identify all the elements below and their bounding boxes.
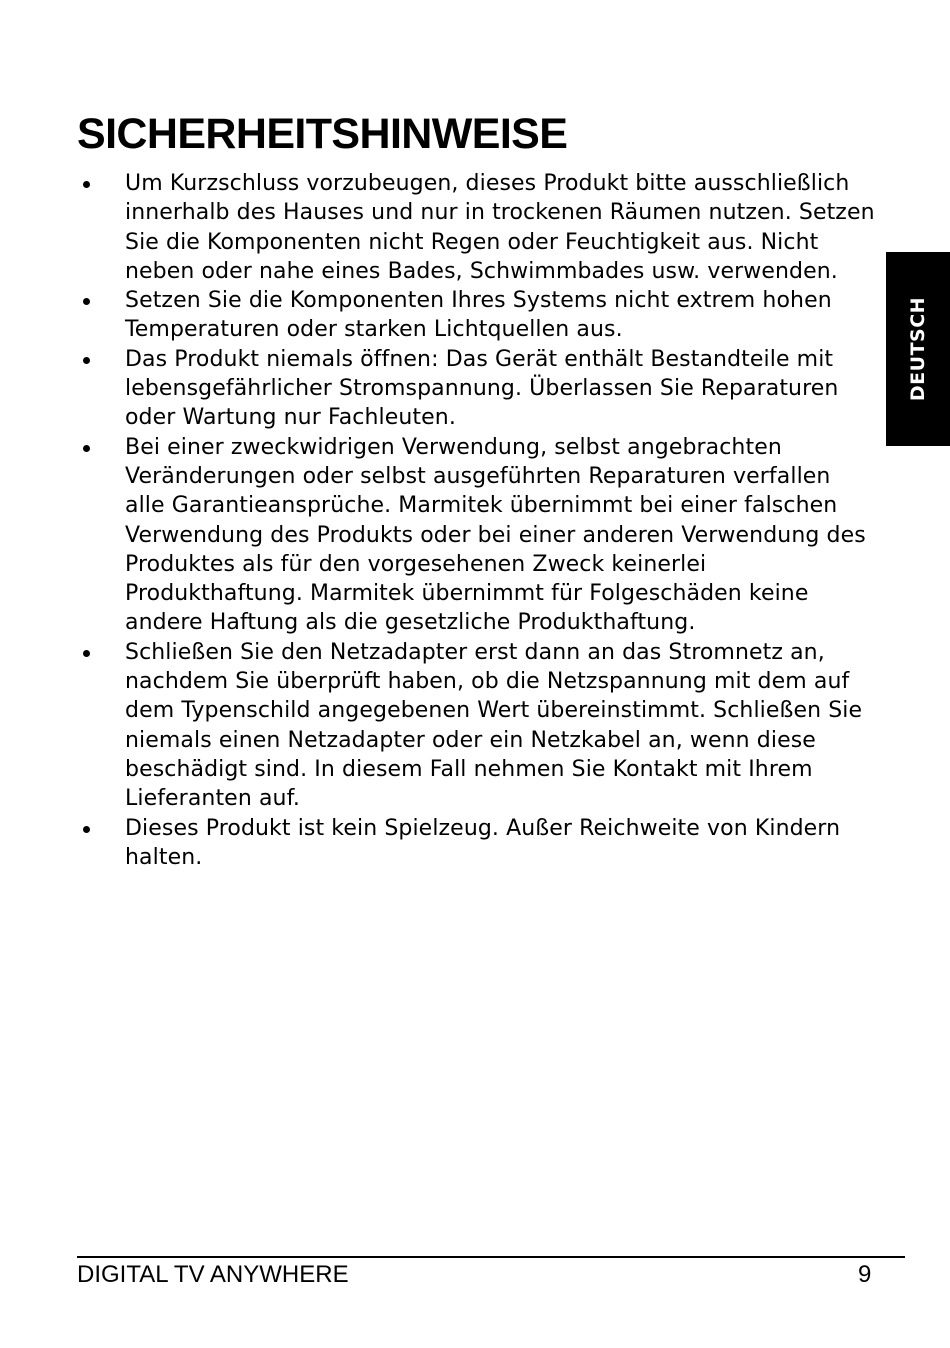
- page-title: SICHERHEITSHINWEISE: [77, 110, 568, 158]
- language-tab-label: DEUTSCH: [907, 296, 929, 402]
- list-item: Dieses Produkt ist kein Spielzeug. Außer Reichweite von Kindern halten.: [77, 814, 877, 873]
- language-tab: [886, 252, 950, 446]
- page-number: 9: [858, 1261, 872, 1288]
- footer-divider: [77, 1256, 905, 1258]
- list-item: Setzen Sie die Komponenten Ihres Systems nicht extrem hohen Temperaturen oder starken Lichtquellen aus.: [77, 286, 877, 345]
- list-item: Das Produkt niemals öffnen: Das Gerät enthält Bestandteile mit lebensgefährlicher Stromspannung. Überlassen Sie Reparaturen oder Wartung nur Fachleuten.: [77, 345, 877, 433]
- safety-instructions-list: [77, 169, 877, 872]
- footer-title: DIGITAL TV ANYWHERE: [77, 1261, 349, 1288]
- list-item: Um Kurzschluss vorzubeugen, dieses Produkt bitte ausschließlich innerhalb des Hauses und nur in trockenen Räumen nutzen. Setzen Sie die Komponenten nicht Regen oder Feuchtigkeit aus. Nicht neben oder nahe eines Bades, Schwimmbades usw. verwenden.: [77, 169, 877, 286]
- list-item: Bei einer zweckwidrigen Verwendung, selbst angebrachten Veränderungen oder selbst ausgeführten Reparaturen verfallen alle Garantieansprüche. Marmitek übernimmt bei einer falschen Verwendung des Produkts oder bei einer anderen Verwendung des Produktes als für den vorgesehenen Zweck keinerlei Produkthaftung. Marmitek übernimmt für Folgeschäden keine andere Haftung als die gesetzliche Produkthaftung.: [77, 433, 877, 638]
- list-item: Schließen Sie den Netzadapter erst dann an das Stromnetz an, nachdem Sie überprüft haben, ob die Netzspannung mit dem auf dem Typenschild angegebenen Wert übereinstimmt. Schließen Sie niemals einen Netzadapter oder ein Netzkabel an, wenn diese beschädigt sind. In diesem Fall nehmen Sie Kontakt mit Ihrem Lieferanten auf.: [77, 638, 877, 814]
